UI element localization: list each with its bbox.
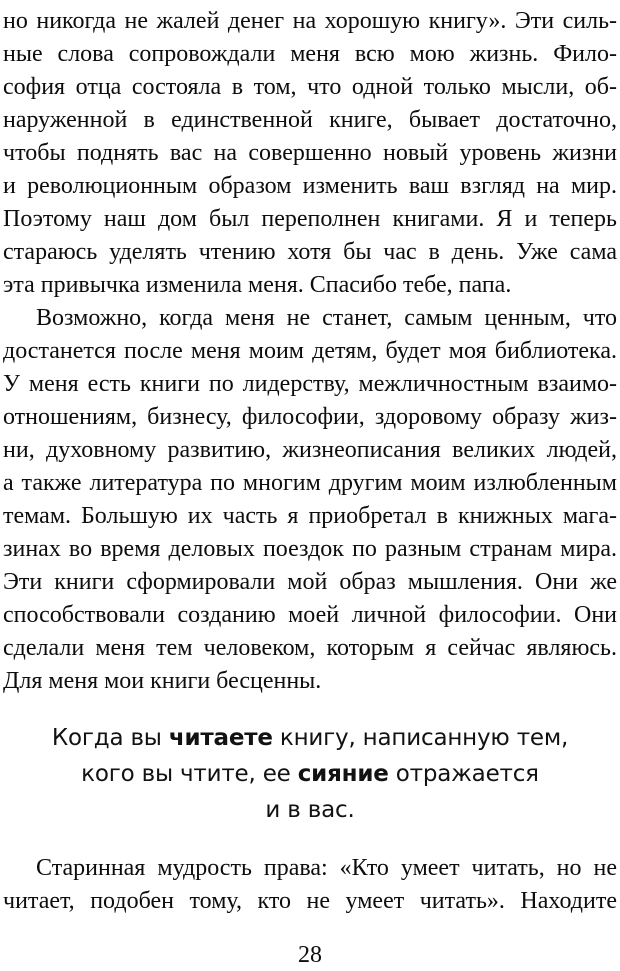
text-line: читает, подобен тому, кто не умеет читать». Находите <box>3 888 617 914</box>
text-line: но никогда не жалей денег на хорошую книгу». Эти силь- <box>3 8 617 34</box>
text-line: Возможно, когда меня не станет, самым ценным, что <box>36 305 617 331</box>
quote-line <box>3 792 617 828</box>
quote-text: кого вы чтите, ее <box>81 761 298 787</box>
text-line: достанется после меня моим детям, будет моя библиотека. <box>3 338 617 364</box>
paragraph <box>3 5 617 302</box>
text-line: ни, духовному развитию, жизнеописания великих людей, <box>3 437 617 463</box>
page-number: 28 <box>298 942 322 968</box>
quote-emphasis: читаете <box>168 725 273 751</box>
text-line: чтобы поднять вас на совершенно новый уровень жизни <box>3 140 617 166</box>
quote-line <box>3 756 617 792</box>
text-line: Эти книги сформировали мой образ мышления. Они же <box>3 569 617 595</box>
pull-quote <box>3 720 617 828</box>
quote-text: книгу, написанную тем, <box>272 725 569 751</box>
text-line: зинах во время деловых поездок по разным странам мира. <box>3 536 617 562</box>
text-line: эта привычка изменила меня. Спасибо тебе, папа. <box>3 272 512 298</box>
text-line: сделали меня тем человеком, которым я сейчас являюсь. <box>3 635 617 661</box>
quote-text: отражается <box>388 761 539 787</box>
text-line: способствовали созданию моей личной философии. Они <box>3 602 617 628</box>
quote-line <box>3 720 617 756</box>
quote-emphasis: сияние <box>297 761 389 787</box>
text-line: Поэтому наш дом был переполнен книгами. Я и теперь <box>3 206 617 232</box>
text-line: темам. Большую их часть я приобретал в книжных мага- <box>3 503 617 529</box>
text-line: а также литература по многим другим моим излюбленным <box>3 470 617 496</box>
text-line: и революционным образом изменить ваш взгляд на мир. <box>3 173 617 199</box>
text-line: софия отца состояла в том, что одной только мысли, об- <box>3 74 617 100</box>
text-line: У меня есть книги по лидерству, межличностным взаимо- <box>3 371 617 397</box>
quote-text: Когда вы <box>51 725 169 751</box>
text-line: Старинная мудрость права: «Кто умеет читать, но не <box>36 855 617 881</box>
quote-text: и в вас. <box>265 797 355 823</box>
text-line: наруженной в единственной книге, бывает достаточно, <box>3 107 617 133</box>
text-line: отношениям, бизнесу, философии, здоровому образу жиз- <box>3 404 617 430</box>
text-line: ные слова сопровождали меня всю мою жизнь. Фило- <box>3 41 617 67</box>
text-line: Для меня мои книги бесценны. <box>3 668 322 694</box>
paragraph <box>3 302 617 698</box>
text-line: стараюсь уделять чтению хотя бы час в день. Уже сама <box>3 239 617 265</box>
paragraph <box>3 852 617 918</box>
